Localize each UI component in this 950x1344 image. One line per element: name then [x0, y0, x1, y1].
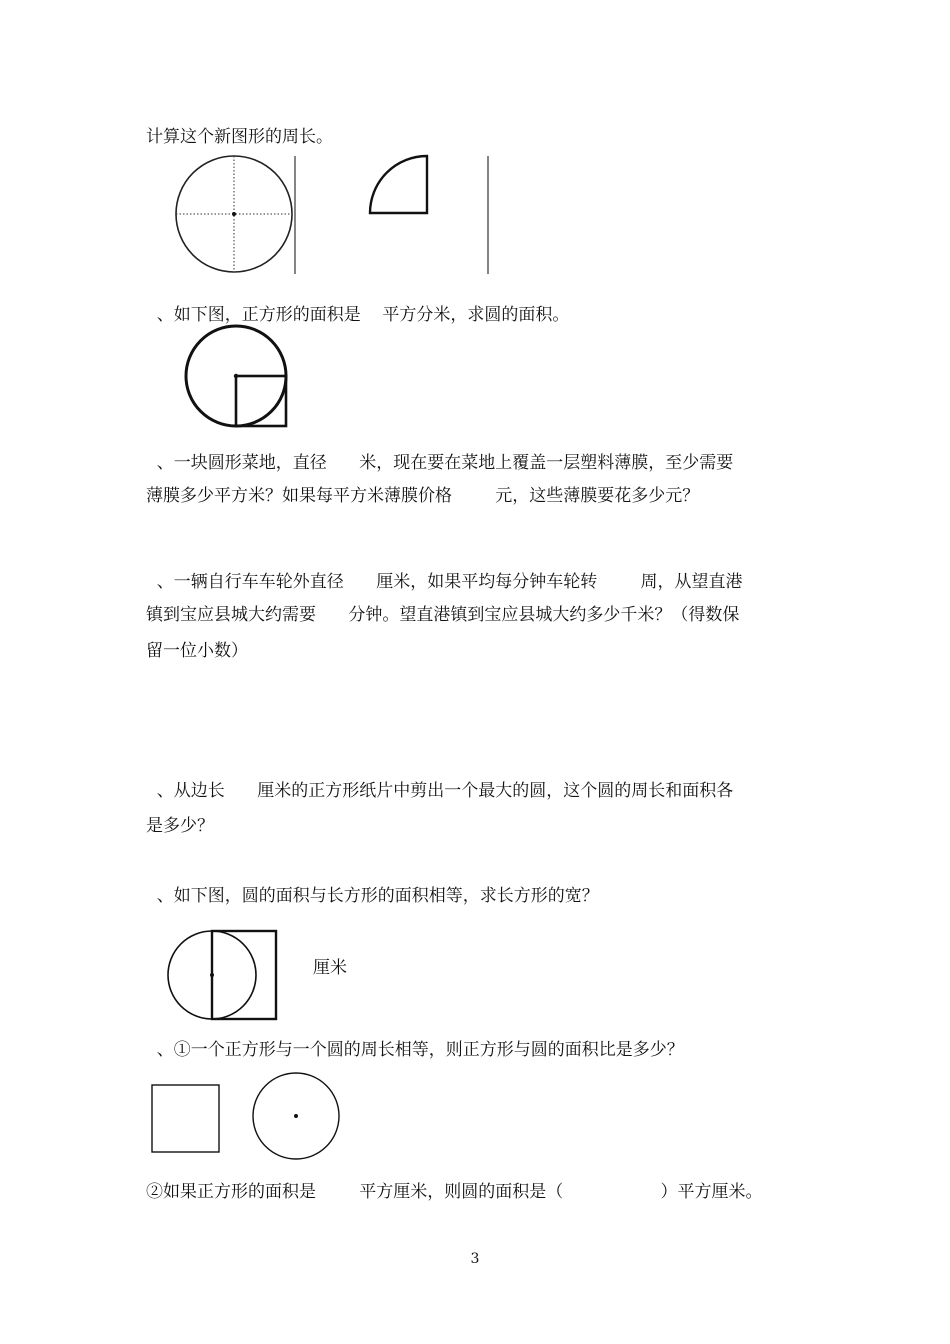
text-line-11: 、①一个正方形与一个圆的周长相等，则正方形与圆的面积比是多少？	[146, 1040, 684, 1060]
figure-circle-square	[180, 322, 295, 434]
figure-circle-rectangle	[165, 928, 283, 1024]
figure-circle-center	[232, 212, 236, 216]
text-line-6: 镇到宝应县城大约需要 分钟。望直港镇到宝应县城大约多少千米？（得数保	[146, 605, 740, 625]
text-line-7: 留一位小数）	[146, 641, 248, 661]
figure-circle-center	[210, 973, 214, 977]
text-line-4: 薄膜多少平方米？如果每平方米薄膜价格 元，这些薄膜要花多少元？	[146, 486, 700, 506]
figure-quarter-shape	[370, 156, 427, 213]
text-line-8: 、从边长 厘米的正方形纸片中剪出一个最大的圆，这个圆的周长和面积各	[146, 781, 734, 801]
text-line-10: 、如下图，圆的面积与长方形的面积相等，求长方形的宽？	[146, 886, 599, 906]
text-line-3: 、一块圆形菜地，直径 米，现在要在菜地上覆盖一层塑料薄膜，至少需要	[146, 453, 734, 473]
figure-square	[152, 1085, 219, 1152]
rectangle-length-unit: 厘米	[313, 958, 347, 978]
text-line-2: 、如下图，正方形的面积是 平方分米，求圆的面积。	[146, 305, 570, 325]
text-line-5: 、一辆自行车车轮外直径 厘米，如果平均每分钟车轮转 周，从望直港	[146, 572, 743, 592]
figure-circle-center	[294, 1114, 298, 1118]
figure-square-circle	[148, 1075, 348, 1161]
figure-circle-center	[234, 374, 238, 378]
figure-circle-quarter	[170, 152, 500, 277]
text-line-9: 是多少？	[146, 816, 214, 836]
text-line-1: 计算这个新图形的周长。	[146, 127, 333, 147]
page-number: 3	[470, 1251, 480, 1267]
text-line-12: ②如果正方形的面积是 平方厘米，则圆的面积是（ ）平方厘米。	[146, 1182, 763, 1202]
